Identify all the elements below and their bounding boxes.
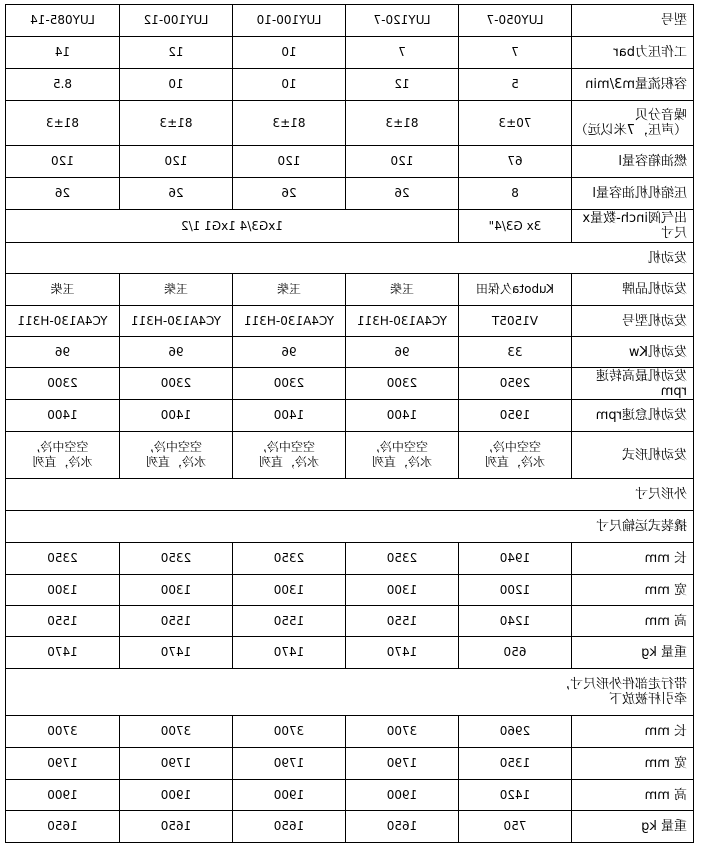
- header-label: 型号: [572, 5, 694, 37]
- table-cell: 26: [6, 178, 120, 210]
- table-cell: 1300: [120, 575, 233, 606]
- model-header: LUY085-14: [6, 5, 120, 37]
- table-cell: 玉柴: [346, 274, 459, 306]
- table-cell: 2300: [120, 368, 233, 400]
- table-cell: 1550: [233, 606, 346, 637]
- table-row: [6, 432, 694, 479]
- table-cell: 120: [233, 146, 346, 178]
- table-cell: 81±3: [6, 101, 120, 146]
- table-row: [6, 716, 694, 748]
- table-cell: 3700: [233, 716, 346, 748]
- table-row: [6, 543, 694, 575]
- table-cell: 1470: [346, 637, 459, 669]
- table-cell: 12: [346, 69, 459, 101]
- section-header: 带行走部件外形尺寸, 牵引杆被放下: [6, 669, 694, 716]
- table-cell: Kubota久保田: [459, 274, 572, 306]
- table-cell: 空空中冷, 水冷，直列: [6, 432, 120, 479]
- table-cell: 650: [459, 637, 572, 669]
- table-cell: 8.5: [6, 69, 120, 101]
- table-cell: 120: [120, 146, 233, 178]
- table-cell: 空空中冷, 水冷，直列: [233, 432, 346, 479]
- table-cell: YC4A130-H311: [233, 306, 346, 337]
- section-header: 发动机: [6, 243, 694, 274]
- table-cell: 7: [459, 37, 572, 69]
- table-cell: 120: [6, 146, 120, 178]
- table-cell: 96: [6, 337, 120, 368]
- row-label: 压缩机机油容量l: [572, 178, 694, 210]
- table-cell: 玉柴: [233, 274, 346, 306]
- row-label: 长 mm: [572, 543, 694, 575]
- row-label: 高 mm: [572, 606, 694, 637]
- table-cell: 1550: [6, 606, 120, 637]
- table-cell: 1400: [233, 400, 346, 432]
- row-label: 出气阀inch-数量x尺寸: [572, 210, 694, 243]
- table-cell: 70±3: [459, 101, 572, 146]
- table-cell: 1790: [346, 748, 459, 780]
- row-label: 发动机品牌: [572, 274, 694, 306]
- table-cell: 1470: [6, 637, 120, 669]
- table-cell: 10: [120, 69, 233, 101]
- table-cell: 10: [233, 37, 346, 69]
- model-header: LUY100-12: [120, 5, 233, 37]
- table-cell: 空空中冷, 水冷，直列: [459, 432, 572, 479]
- table-cell: 120: [346, 146, 459, 178]
- table-cell: 12: [120, 37, 233, 69]
- table-cell: 1300: [233, 575, 346, 606]
- row-label: 发动机Kw: [572, 337, 694, 368]
- table-cell: 7: [346, 37, 459, 69]
- section-header: 撬装式运输尺寸: [6, 511, 694, 543]
- table-cell: 1550: [120, 606, 233, 637]
- table-cell: 玉柴: [6, 274, 120, 306]
- table-cell: 1900: [233, 780, 346, 811]
- table-cell: 96: [120, 337, 233, 368]
- table-cell: 1950: [459, 400, 572, 432]
- table-cell: 81±3: [233, 101, 346, 146]
- header-row: [6, 5, 694, 37]
- row-label: 长 mm: [572, 716, 694, 748]
- row-label: 宽 mm: [572, 575, 694, 606]
- table-cell: YC4A130-H311: [6, 306, 120, 337]
- table-cell: 2350: [6, 543, 120, 575]
- table-cell: 2350: [120, 543, 233, 575]
- table-cell: 1300: [6, 575, 120, 606]
- table-cell: YC4A130-H311: [120, 306, 233, 337]
- row-label: 发动机形式: [572, 432, 694, 479]
- model-header: LUY120-7: [346, 5, 459, 37]
- table-cell: 26: [120, 178, 233, 210]
- row-label: 工作压力bar: [572, 37, 694, 69]
- row-label: 发动机型号: [572, 306, 694, 337]
- section-row: [6, 243, 694, 274]
- section-row: [6, 479, 694, 511]
- table-row: [6, 306, 694, 337]
- row-label: 高 mm: [572, 780, 694, 811]
- table-cell: 3700: [120, 716, 233, 748]
- table-cell: 2960: [459, 716, 572, 748]
- row-label: 发动机怠速rpm: [572, 400, 694, 432]
- table-cell: 2350: [346, 543, 459, 575]
- table-row: [6, 337, 694, 368]
- table-cell: 1900: [120, 780, 233, 811]
- table-row: [6, 69, 694, 101]
- table-row: [6, 575, 694, 606]
- table-cell: 1940: [459, 543, 572, 575]
- table-cell: 3x G3/4": [459, 210, 572, 243]
- table-cell: 1400: [6, 400, 120, 432]
- table-row: [6, 274, 694, 306]
- table-row: [6, 748, 694, 780]
- table-cell: 81±3: [346, 101, 459, 146]
- row-label: 发动机最高转速rpm: [572, 368, 694, 400]
- table-cell: 96: [233, 337, 346, 368]
- table-cell: 空空中冷, 水冷，直列: [346, 432, 459, 479]
- table-cell: 1470: [233, 637, 346, 669]
- table-cell: YC4A130-H311: [346, 306, 459, 337]
- section-header: 外形尺寸: [6, 479, 694, 511]
- table-cell: 1900: [346, 780, 459, 811]
- row-label: 容积流量m3/min: [572, 69, 694, 101]
- table-row: [6, 37, 694, 69]
- row-label: 重量 kg: [572, 637, 694, 669]
- table-cell: 1550: [346, 606, 459, 637]
- table-row: [6, 780, 694, 811]
- model-header: LUY050-7: [459, 5, 572, 37]
- table-row: [6, 811, 694, 843]
- table-cell: 1790: [6, 748, 120, 780]
- table-cell: 2300: [6, 368, 120, 400]
- table-cell: 1470: [120, 637, 233, 669]
- table-cell: 1790: [233, 748, 346, 780]
- table-cell: 2950: [459, 368, 572, 400]
- table-cell: 8: [459, 178, 572, 210]
- table-cell: 1650: [120, 811, 233, 843]
- table-cell: 1420: [459, 780, 572, 811]
- table-cell: 81±3: [120, 101, 233, 146]
- table-cell: 26: [233, 178, 346, 210]
- table-cell: 1400: [346, 400, 459, 432]
- row-label: 噪音分贝 （声压，7米以远）: [572, 101, 694, 146]
- table-cell: 玉柴: [120, 274, 233, 306]
- table-cell: 1790: [120, 748, 233, 780]
- table-cell: 26: [346, 178, 459, 210]
- model-header: LUY100-10: [233, 5, 346, 37]
- table-cell: 750: [459, 811, 572, 843]
- table-cell: 1400: [120, 400, 233, 432]
- table-cell: 2350: [233, 543, 346, 575]
- table-row: [6, 368, 694, 400]
- table-cell: 1650: [233, 811, 346, 843]
- table-cell: 1240: [459, 606, 572, 637]
- table-cell: 1350: [459, 748, 572, 780]
- table-row: [6, 400, 694, 432]
- table-cell: 10: [233, 69, 346, 101]
- table-cell: 1900: [6, 780, 120, 811]
- table-cell: 1200: [459, 575, 572, 606]
- table-cell: 3700: [346, 716, 459, 748]
- table-cell: 1300: [346, 575, 459, 606]
- table-row: [6, 637, 694, 669]
- table-cell: 空空中冷, 水冷，直列: [120, 432, 233, 479]
- row-label: 重量 kg: [572, 811, 694, 843]
- table-cell: 1xG3/4 1xG1 1/2: [6, 210, 459, 243]
- table-row: [6, 101, 694, 146]
- table-cell: 2300: [233, 368, 346, 400]
- section-row: [6, 669, 694, 716]
- table-cell: 33: [459, 337, 572, 368]
- table-cell: 1650: [346, 811, 459, 843]
- table-row: [6, 146, 694, 178]
- table-cell: 3700: [6, 716, 120, 748]
- table-cell: V1505T: [459, 306, 572, 337]
- section-row: [6, 511, 694, 543]
- row-label: 宽 mm: [572, 748, 694, 780]
- table-cell: 1650: [6, 811, 120, 843]
- table-row: [6, 178, 694, 210]
- table-cell: 14: [6, 37, 120, 69]
- table-row: [6, 606, 694, 637]
- table-cell: 5: [459, 69, 572, 101]
- row-label: 燃油箱容量l: [572, 146, 694, 178]
- table-cell: 67: [459, 146, 572, 178]
- spec-table: [5, 4, 694, 843]
- table-cell: 96: [346, 337, 459, 368]
- table-row: [6, 210, 694, 243]
- table-cell: 2300: [346, 368, 459, 400]
